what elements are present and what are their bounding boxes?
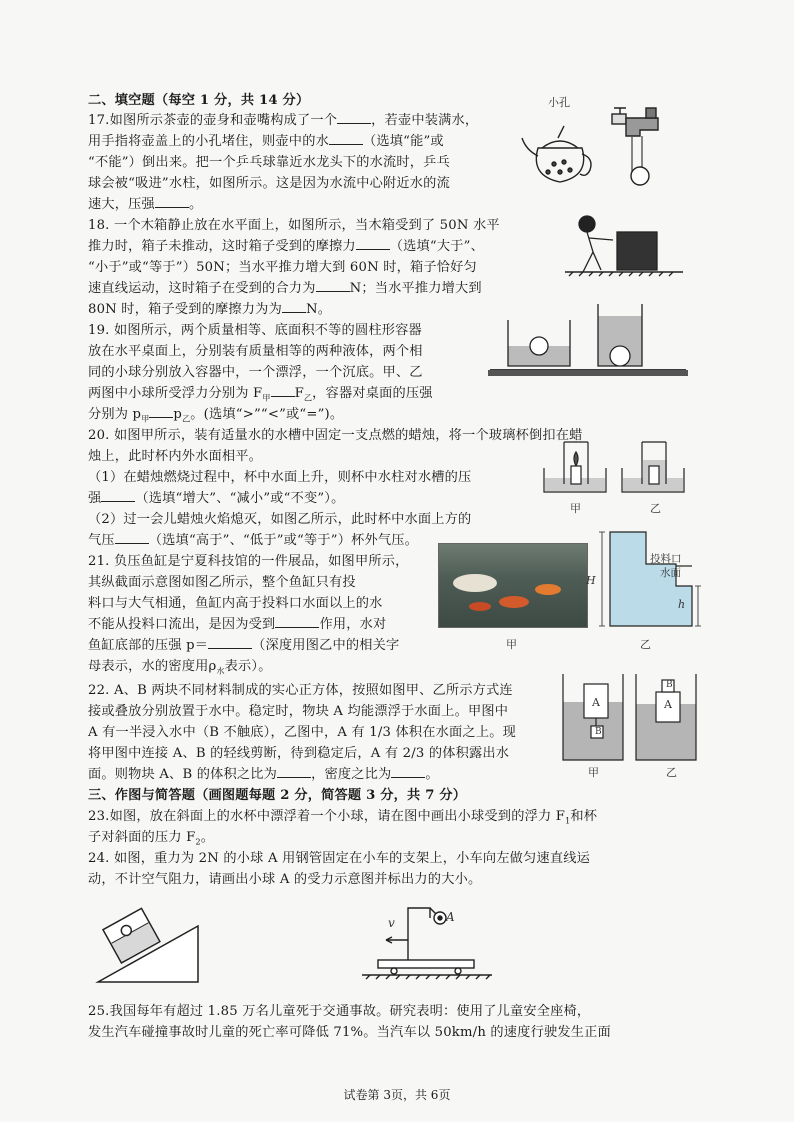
fish-shape <box>499 596 529 608</box>
box-push-figure <box>565 212 685 282</box>
q22-caption-jia: 甲 <box>588 766 599 779</box>
q21-label-inlet: 投料口 <box>650 553 682 565</box>
q18-line-1: 18. 一个木箱静止放在水平面上，如图所示，当木箱受到了 50N 水平 <box>88 218 500 233</box>
q24-label-A: A <box>446 910 455 924</box>
q18-line-4: 速直线运动，这时箱子在受到的合力为 N；当水平推力增大到 <box>88 281 482 296</box>
answer-blank[interactable] <box>149 405 173 418</box>
q24-label-v: v <box>388 916 395 930</box>
q21-line-2: 其纵截面示意图如图乙所示，整个鱼缸只有投 <box>88 575 356 590</box>
q23-line-2: 子对斜面的压力 $F_2$。 <box>88 830 215 847</box>
q19-line-3: 同的小球分别放入容器中，一个漂浮，一个沉底。甲、乙 <box>88 365 423 380</box>
q17-line-4: 球会被“吸进”水柱，如图所示。这是因为水流中心附近水的流 <box>88 176 450 191</box>
answer-blank[interactable] <box>356 237 390 250</box>
q21-line-3: 料口与大气相通，鱼缸内高于投料口水面以上的水 <box>88 596 383 611</box>
teapot-faucet-figure <box>520 104 670 190</box>
q19-line-1: 19. 如图所示，两个质量相等、底面积不等的圆柱形容器 <box>88 323 422 338</box>
q19-line-4: 两图中小球所受浮力分别为 $F_甲$ $F_乙$，容器对桌面的压强 <box>88 386 433 403</box>
section-2-title: 二、填空题（每空 1 分，共 14 分） <box>88 93 310 108</box>
q21-line-6: 母表示，水的密度用$\rho_水$表示）。 <box>88 659 272 676</box>
q23-line-1: 23.如图，放在斜面上的水杯中漂浮着一个小球，请在图中画出小球受到的浮力 $F_1$和杯 <box>88 809 598 826</box>
fish-tank-photo <box>438 543 588 628</box>
q22-label-A-yi: A <box>664 698 672 711</box>
page-footer: 试卷第 3页，共 6页 <box>343 1088 451 1102</box>
incline-cup-figure <box>94 898 204 988</box>
q20-line-4: 强 （选填“增大”、“减小”或“不变”）。 <box>88 491 345 506</box>
two-containers-figure <box>488 300 688 380</box>
q22-label-A-jia: A <box>592 696 600 709</box>
q18-line-5: 80N 时，箱子受到的摩擦力为为 N。 <box>88 302 332 317</box>
floating-blocks-figure <box>560 672 700 764</box>
q20-line-6: 气压 （选填“高于”、“低于”或“等于”）杯外气压。 <box>88 533 419 548</box>
answer-blank[interactable] <box>277 765 311 778</box>
q17-line-3: “不能”）倒出来。把一个乒乓球靠近水龙头下的水流时，乒乓 <box>88 155 450 170</box>
q18-line-3: “小于”或“等于”）50N；当水平推力增大到 60N 时，箱子恰好匀 <box>88 260 477 275</box>
answer-blank[interactable] <box>115 531 149 544</box>
q20-line-5: （2）过一会儿蜡烛火焰熄灭，如图乙所示，此时杯中水面上方的 <box>88 512 472 527</box>
q17-label-small-hole: 小孔 <box>548 96 570 109</box>
q21-caption-jia: 甲 <box>506 638 517 651</box>
q21-line-4: 不能从投料口流出，是因为受到 作用，水对 <box>88 617 387 632</box>
q20-caption-jia: 甲 <box>570 502 581 515</box>
fish-shape <box>469 602 491 611</box>
q22-line-2: 接或叠放分别放置于水中。稳定时，物块 A 均能漂浮于水面上。甲图中 <box>88 704 509 719</box>
fish-shape <box>453 574 497 592</box>
q21-label-h: h <box>678 598 686 611</box>
answer-blank[interactable] <box>337 111 371 124</box>
q19-line-5: 分别为 $p_甲$ $p_乙$。(选填“>”“<”或“=”)。 <box>88 407 344 424</box>
q21-caption-yi: 乙 <box>640 638 651 651</box>
faucet-drawing <box>612 108 658 185</box>
q22-line-5: 面。则物块 A、B 的体积之比为 ，密度之比为 。 <box>88 767 439 782</box>
q24-line-2: 动，不计空气阻力，请画出小球 A 的受力示意图并标出力的大小。 <box>88 872 482 887</box>
answer-blank[interactable] <box>155 195 189 208</box>
fish-tank-section-figure <box>596 530 706 630</box>
answer-blank[interactable] <box>329 132 363 145</box>
q25-line-2: 发生汽车碰撞事故时儿童的死亡率可降低 71%。当汽车以 50km/h 的速度行驶发生正面 <box>88 1025 611 1040</box>
q22-line-1: 22. A、B 两块不同材料制成的实心正方体，按照如图甲、乙所示方式连 <box>88 683 513 698</box>
answer-blank[interactable] <box>282 300 306 313</box>
q17-line-1: 17.如图所示茶壶的壶身和壶嘴构成了一个 ，若壶中装满水， <box>88 113 479 128</box>
candle-glass-figure <box>540 438 690 498</box>
q22-caption-yi: 乙 <box>666 766 677 779</box>
q17-line-5: 速大，压强 。 <box>88 197 203 212</box>
answer-blank[interactable] <box>275 615 319 628</box>
answer-blank[interactable] <box>101 489 135 502</box>
q22-line-3: A 有一半浸入水中（B 不触底），乙图中，A 有 1/3 体积在水面之上。现 <box>88 725 516 740</box>
answer-blank[interactable] <box>208 636 252 649</box>
q20-caption-yi: 乙 <box>650 502 661 515</box>
answer-blank[interactable] <box>316 279 350 292</box>
q22-label-B-yi: B <box>666 680 673 690</box>
q20-line-2: 烛上，此时杯内外水面相平。 <box>88 449 263 464</box>
q20-line-1: 20. 如图甲所示，装有适量水的水槽中固定一支点燃的蜡烛，将一个玻璃杯倒扣在蜡 <box>88 428 583 443</box>
q25-line-1: 25.我国每年有超过 1.85 万名儿童死于交通事故。研究表明：使用了儿童安全座椅， <box>88 1004 591 1019</box>
q24-line-1: 24. 如图，重力为 2N 的小球 A 用钢管固定在小车的支架上，小车向左做匀速直线运 <box>88 851 590 866</box>
section-3-title: 三、作图与简答题（画图题每题 2 分，简答题 3 分，共 7 分） <box>88 788 467 803</box>
q21-line-5: 鱼缸底部的压强 p＝ （深度用图乙中的相关字 <box>88 638 400 653</box>
fish-shape <box>535 584 561 595</box>
q17-line-2: 用手指将壶盖上的小孔堵住，则壶中的水 （选填“能”或 <box>88 134 444 149</box>
q22-label-B-jia: B <box>595 727 602 737</box>
q21-line-1: 21. 负压鱼缸是宁夏科技馆的一件展品，如图甲所示， <box>88 554 409 569</box>
q20-line-3: （1）在蜡烛燃烧过程中，杯中水面上升，则杯中水柱对水槽的压 <box>88 470 472 485</box>
answer-blank[interactable] <box>271 384 295 397</box>
teapot-drawing <box>522 126 591 182</box>
q18-line-2: 推力时，箱子未推动，这时箱子受到的摩擦力 （选填“大于”、 <box>88 239 484 254</box>
q21-label-water-surface: 水面 <box>660 567 681 579</box>
q21-label-H: H <box>586 574 596 587</box>
answer-blank[interactable] <box>391 765 425 778</box>
cart-ball-figure <box>358 898 498 982</box>
q19-line-2: 放在水平桌面上，分别装有质量相等的两种液体，两个相 <box>88 344 423 359</box>
q22-line-4: 将甲图中连接 A、B 的轻线剪断，待到稳定后，A 有 2/3 的体积露出水 <box>88 746 510 761</box>
